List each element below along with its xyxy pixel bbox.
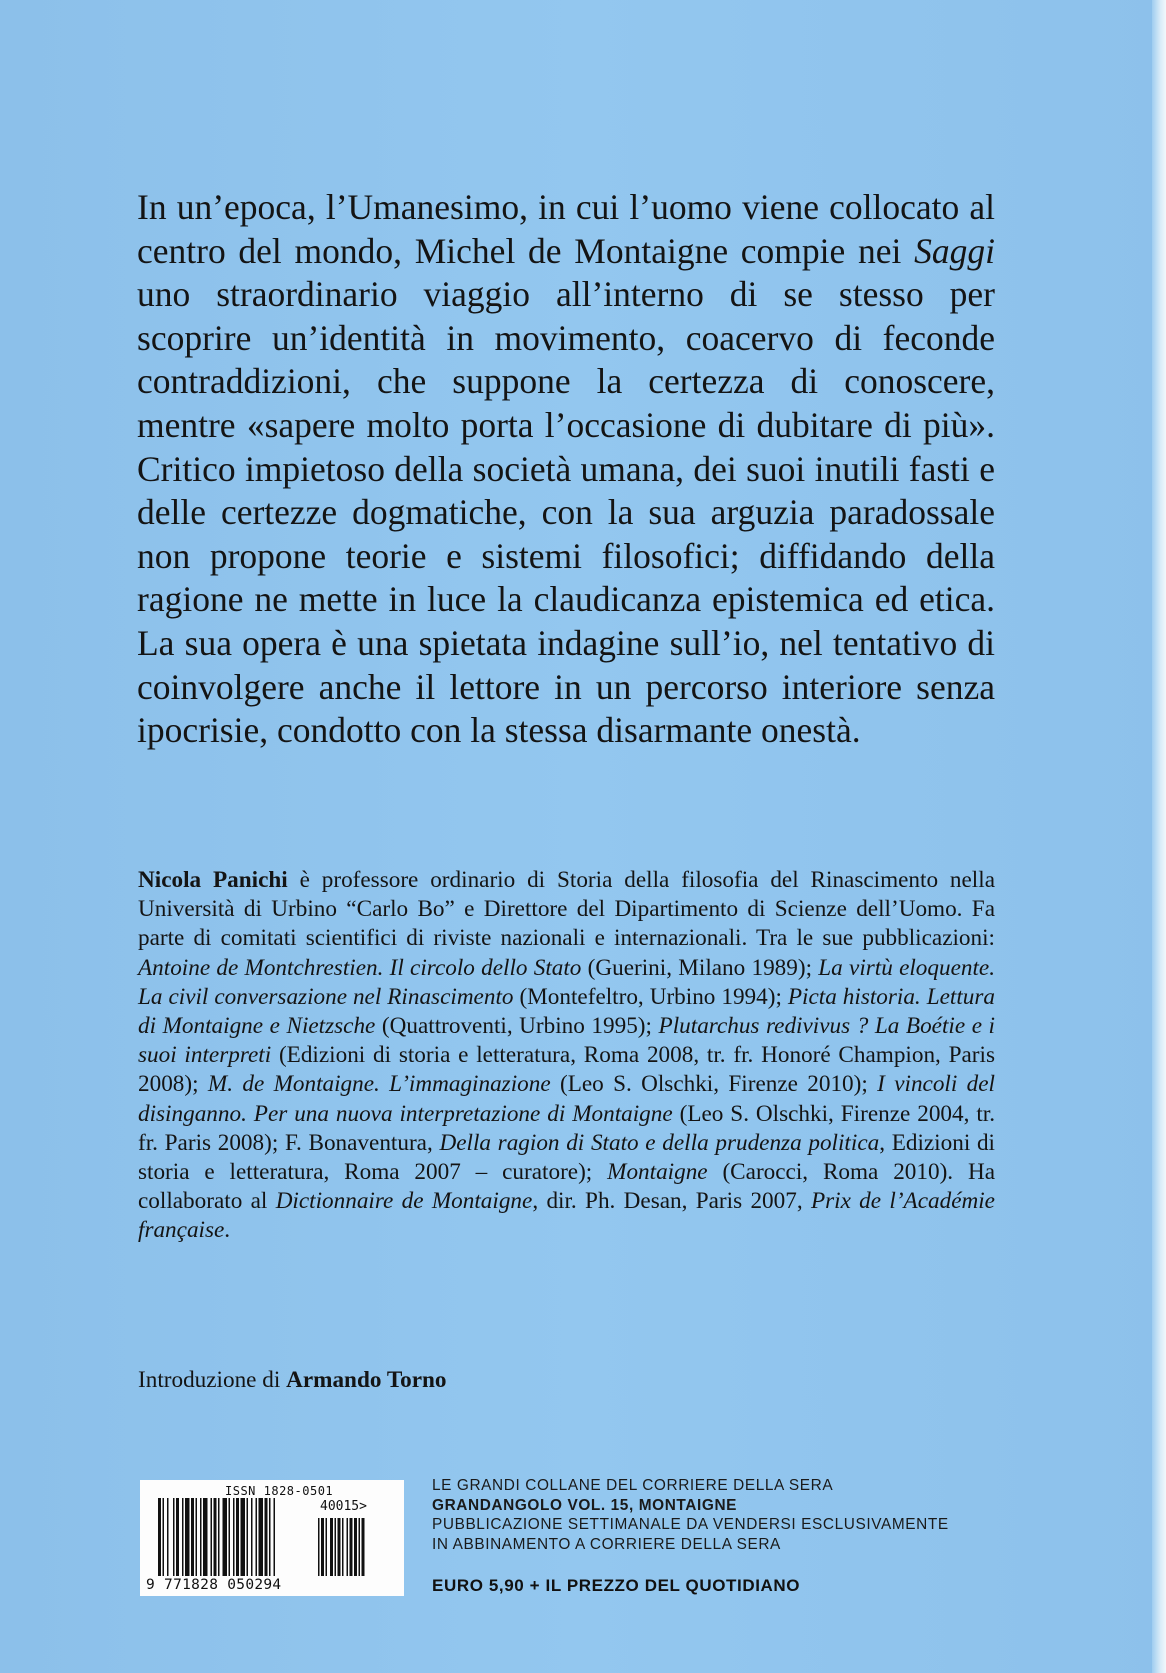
bio-work-title: Picta historia. Lettura di Montaigne e Nietzsche	[138, 983, 995, 1040]
imprint-notice: PUBBLICAZIONE SETTIMANALE DA VENDERSI ESCLUSIVAMENTE	[432, 1516, 949, 1534]
bio-work-title: La virtù eloquente. La civil conversazione nel Rinascimento	[138, 954, 995, 1010]
bio-text: (Edizioni di storia e letteratura, Roma 2008, tr. fr. Honoré Champion, Paris 2008);	[138, 1042, 995, 1098]
bio-work-title: Dictionnaire de Montaigne	[275, 1188, 533, 1215]
barcode	[140, 1480, 404, 1596]
imprint-notice-2: IN ABBINAMENTO A CORRIERE DELLA SERA	[432, 1535, 781, 1553]
blurb-title-saggi: Saggi	[914, 230, 995, 271]
bio-text: (Leo S. Olschki, Firenze 2010);	[550, 1071, 878, 1098]
page-edge	[1152, 0, 1166, 1673]
bio-text: è professore ordinario di Storia della filosofia del Rinascimento nella Università di Urbino “Carlo Bo” e Direttore del Dipartimento di Scienze dell’Uomo. Fa parte di comitati scientifici di riviste nazionali e internazionali. Tra le sue pubblicazioni:	[138, 867, 995, 952]
blurb-part-1: In un’epoca, l’Umanesimo, in cui l’uomo viene collocato al centro del mondo, Michel de Montaigne compie nei	[137, 187, 995, 271]
bio-text: , Edizioni di storia e letteratura, Roma 2007 – curatore);	[138, 1129, 995, 1186]
bio-work-title: M. de Montaigne. L’immaginazione	[207, 1071, 551, 1098]
bio-work-title: Antoine de Montchrestien. Il circolo dello Stato	[138, 954, 582, 981]
bio-work-title: Plutarchus redivivus ? La Boétie e i suoi interpreti	[138, 1013, 995, 1069]
blurb-text	[137, 186, 995, 753]
issn-label: ISSN 1828-0501	[225, 1484, 334, 1498]
introduction-credit	[138, 1366, 838, 1395]
bio-text: (Quattroventi, Urbino 1995);	[375, 1013, 659, 1040]
bio-text: (Leo S. Olschki, Firenze 2004, tr. fr. Paris 2008); F. Bonaventura,	[138, 1100, 996, 1156]
author-bio	[138, 866, 995, 1246]
imprint-series: LE GRANDI COLLANE DEL CORRIERE DELLA SERA	[432, 1477, 834, 1494]
bio-text: .	[224, 1217, 231, 1244]
bio-text: , dir. Ph. Desan, Paris 2007,	[532, 1188, 811, 1215]
bio-work-title: Montaigne	[607, 1159, 708, 1186]
intro-prefix: Introduzione di	[138, 1367, 287, 1393]
bio-text: (Guerini, Milano 1989);	[581, 954, 819, 981]
publisher-imprint	[432, 1476, 1052, 1554]
bio-work-title: I vincoli del disinganno. Per una nuova interpretazione di Montaigne	[138, 1071, 995, 1127]
imprint-volume: GRANDANGOLO VOL. 15, MONTAIGNE	[432, 1496, 738, 1514]
ean-number: 9 771828 050294	[146, 1577, 282, 1593]
barcode-addon-number: 40015>	[320, 1499, 367, 1514]
bio-work-title: Della ragion di Stato e della prudenza politica	[439, 1129, 880, 1156]
blurb-part-2: uno straordinario viaggio all’interno di se stesso per scoprire un’identità in movimento, coacervo di feconde contraddizioni, che suppone la certezza di conoscere, mentre «sapere molto porta l’occasione di dubitare di più». Critico impietoso della società umana, dei suoi inutili fasti e delle certezze dogmatiche, con la sua arguzia paradossale non propone teorie e sistemi filosofici; diffidando della ragione ne mette in luce la claudicanza epistemica ed etica. La sua opera è una spietata indagine sull’io, nel tentativo di coinvolgere anche il lettore in un percorso interiore senza ipocrisie, condotto con la stessa disarmante onestà.	[137, 274, 995, 751]
price-label: EURO 5,90 + IL PREZZO DEL QUOTIDIANO	[432, 1576, 801, 1595]
bio-text: (Carocci, Roma 2010). Ha collaborato al	[138, 1159, 996, 1215]
bio-text: (Montefeltro, Urbino 1994);	[513, 983, 788, 1010]
intro-author: Armando Torno	[286, 1367, 447, 1393]
author-name: Nicola Panichi	[138, 867, 288, 893]
bio-award: Prix de l’Académie française	[138, 1188, 995, 1244]
